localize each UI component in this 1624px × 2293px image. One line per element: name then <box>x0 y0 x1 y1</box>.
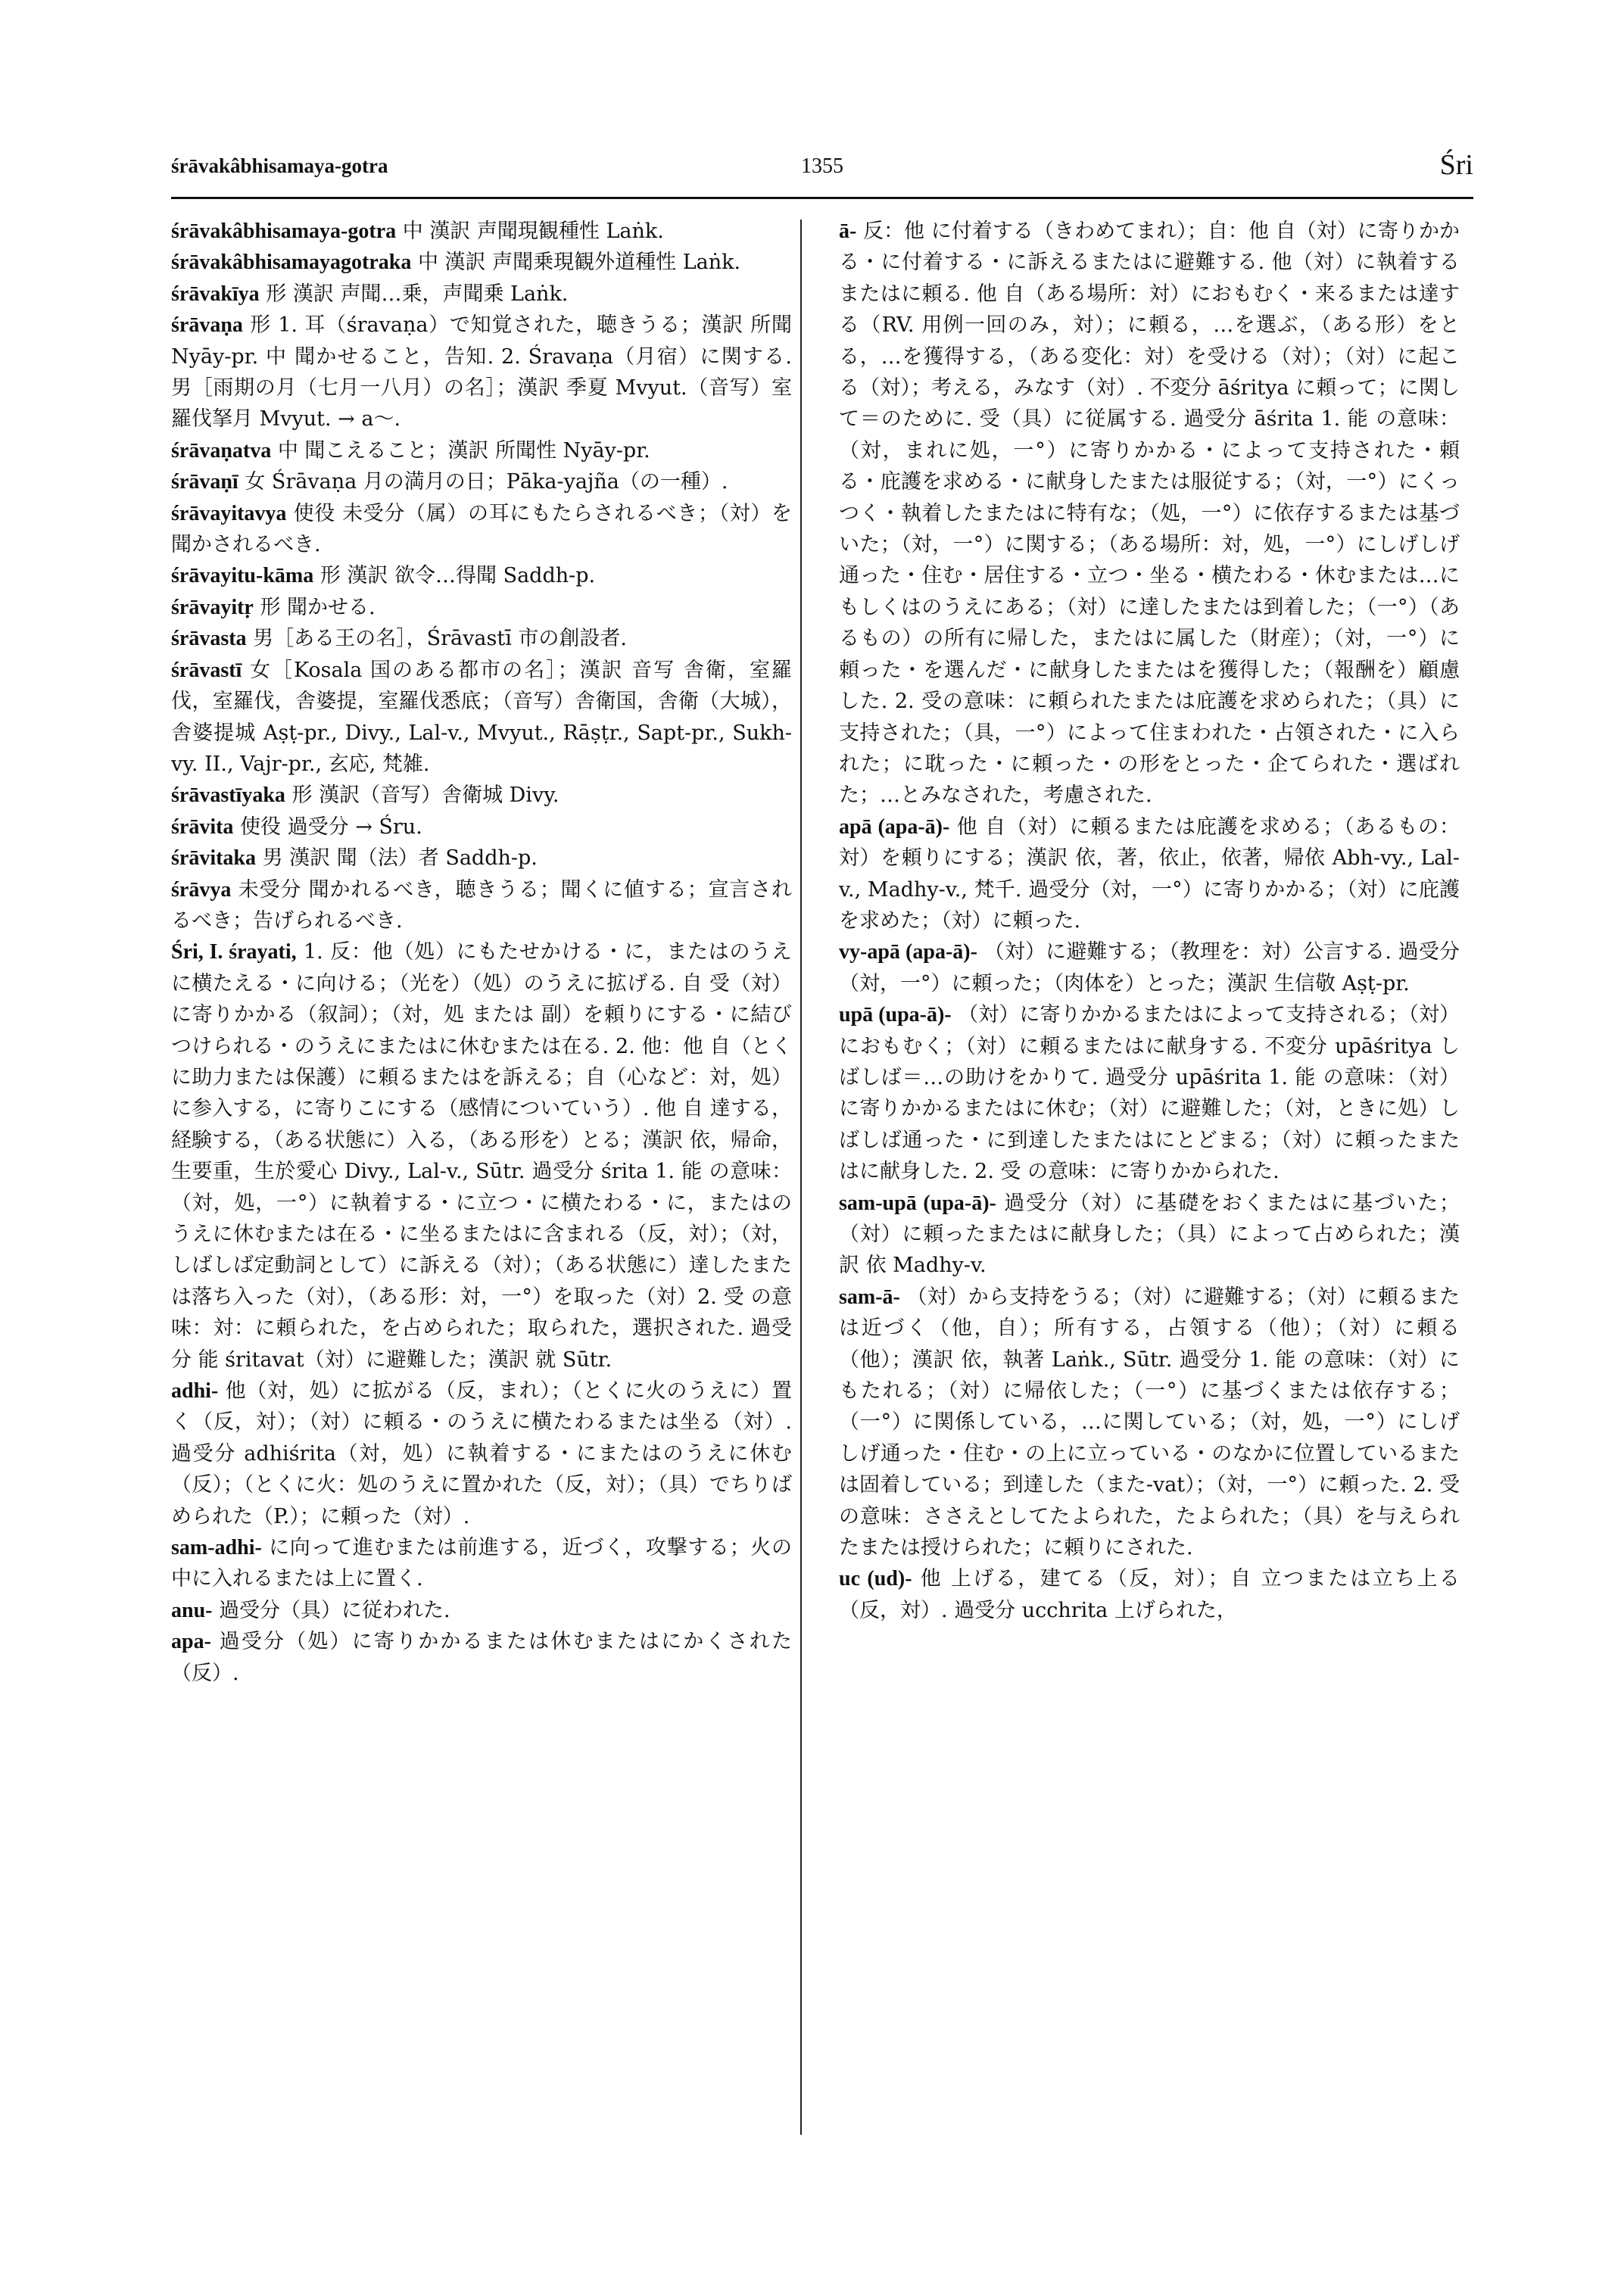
entry-gloss: 女［Kosala 国のある都市の名］；漢訳 音写 舎衛，室羅伐，室羅伐，舎婆提，室羅伐悉底；（音写）舎衛国，舎衛（大城），舎婆提城 Aṣṭ-pr., Divy., Lal-v., Mvyut., Rāṣṭr., Sapt-pr., Sukh-vy. II., Vajr-pr., 玄応, 梵雑. <box>171 658 792 776</box>
entry-gloss: 形 漢訳 欲令…得聞 Saddh-p. <box>320 564 596 588</box>
entry-gloss: 形 漢訳 声聞…乗，声聞乗 Laṅk. <box>266 282 569 306</box>
dictionary-entry <box>171 435 792 466</box>
entry-headword: apā (apa-ā)- <box>839 815 950 839</box>
entry-headword: ā- <box>839 220 857 243</box>
dictionary-entry <box>171 1532 792 1595</box>
entry-gloss: 他 自（対）に頼るまたは庇護を求める；（あるもの：対）を頼りにする；漢訳 依，著，依止，依著，帰依 Abh-vy., Lal-v., Madhy-v., 梵千. 過受分（対，一°）に寄りかかる；（対）に庇護を求めた；（対）に頼った. <box>839 815 1460 933</box>
entry-headword: sam-upā (upa-ā)- <box>839 1191 996 1215</box>
entry-headword: adhi- <box>171 1379 219 1404</box>
entry-headword: śrāvya <box>171 877 232 902</box>
column-divider <box>800 220 802 2135</box>
dictionary-entry <box>839 1282 1460 1564</box>
entry-gloss: 反：他 に付着する（きわめてまれ）；自：他 自（対）に寄りかかる・に付着する・に訴えるまたはに避難する. 他（対）に執着するまたはに頼る. 他 自（ある場所：対）におもむく・来るまたは達する（RV. 用例一回のみ，対）；に頼る，…を選ぶ，（ある形）をとる，…を獲得する，（ある変化：対）を受ける（対）；（対）に起こる（対）；考える，みなす（対）. 不変分 āśritya に頼って；に関して＝のために. 受（具）に従属する. 過受分 āśrita 1. 能 の意味：（対，まれに処，一°）に寄りかかる・によって支持された・頼る・庇護を求める・に献身したまたは服従する；（対，一°）にくっつく・執着したまたはに特有な；（処，一°）に依存するまたは基づいた；（対，一°）に関する；（ある場所：対，処，一°）にしげしげ通った・住む・居住する・立つ・坐る・横たわる・休むまたは…にもしくはのうえにある；（対）に達したまたは到着した；（一°）（あるもの）の所有に帰した，またはに属した（財産）；（対，一°）に頼った・を選んだ・に献身したまたはを獲得した；（報酬を）顧慮した. 2. 受の意味：に頼られたまたは庇護を求められた；（具）に支持された；（具，一°）によって住まわれた・占領された・に入られた；に耽った・に頼った・の形をとった・企てられた・選ばれた；…とみなされた，考慮された. <box>839 220 1460 808</box>
entry-headword: śrāvitaka <box>171 846 256 871</box>
entry-headword: śrāvayitṛ <box>171 595 254 619</box>
entry-gloss: 中 聞こえること；漢訳 所聞性 Nyāy-pr. <box>277 438 650 463</box>
dictionary-entry <box>171 498 792 561</box>
entry-headword: śrāvayitavya <box>171 501 287 525</box>
dictionary-entry <box>839 216 1460 812</box>
entry-gloss: 男 漢訳 聞（法）者 Saddh-p. <box>262 846 538 871</box>
entry-headword: upā (upa-ā)- <box>839 1003 952 1027</box>
dictionary-entry <box>171 592 792 623</box>
entry-gloss: 使役 未受分（属）の耳にもたらされるべき；（対）を聞かされるべき. <box>171 501 792 557</box>
entry-headword: anu- <box>171 1598 213 1622</box>
entry-gloss: 女 Śrāvaṇa 月の満月の日；Pāka-yajña（の一種）. <box>245 470 728 494</box>
entry-headword: śrāvaṇī <box>171 470 238 494</box>
entry-headword: śrāvastīyaka <box>171 784 285 808</box>
entry-headword: śrāvita <box>171 815 234 839</box>
entry-headword: śrāvakâbhisamayagotraka <box>171 251 412 275</box>
entry-gloss: に向って進むまたは前進する，近づく，攻撃する；火の中に入れるまたは上に置く. <box>171 1536 792 1591</box>
page-header <box>171 151 1473 199</box>
left-column <box>171 216 792 1689</box>
entry-gloss: 過受分（具）に従われた. <box>219 1598 450 1622</box>
dictionary-entry <box>171 812 792 843</box>
entry-gloss: 形 聞かせる. <box>260 595 376 619</box>
dictionary-entry <box>171 655 792 780</box>
dictionary-entry <box>171 936 792 1375</box>
dictionary-entry <box>171 247 792 278</box>
dictionary-entry <box>171 1375 792 1532</box>
entry-headword: śrāvakīya <box>171 282 260 306</box>
entry-headword: śrāvayitu-kāma <box>171 564 314 588</box>
entry-headword: sam-ā- <box>839 1285 900 1309</box>
entry-headword: apa- <box>171 1630 211 1654</box>
entry-gloss: （対）から支持をうる；（対）に避難する；（対）に頼るまたは近づく（他，自）；所有する，占領する（他）；（対）に頼る（他）；漢訳 依，執著 Laṅk., Sūtr. 過受分 1. 能 の意味：（対）にもたれる；（対）に帰依した；（一°）に基づくまたは依存する；（一°）に関係している，…に関している；（対，処，一°）にしげしげ通った・住む・の上に立っている・のなかに位置しているまたは固着している；到達した（また-vat）；（対，一°）に頼った. 2. 受 の意味：ささえとしてたよられた，たよられた；（具）を与えられたまたは授けられた；に頼りにされた. <box>839 1285 1460 1560</box>
entry-headword: sam-adhi- <box>171 1536 262 1560</box>
dictionary-entry <box>171 1595 792 1626</box>
dictionary-entry <box>171 279 792 310</box>
entry-gloss: 形 1. 耳（śravaṇa）で知覚された，聴きうる；漢訳 所聞 Nyāy-pr. 中 聞かせること，告知. 2. Śravaṇa（月宿）に関する. 男［雨期の月（七月一八月）の名］；漢訳 季夏 Mvyut.（音写）室羅伐拏月 Mvyut. → a～. <box>171 313 792 431</box>
entry-gloss: 形 漢訳（音写）舎衛城 Divy. <box>291 784 560 808</box>
running-head-right: Śri <box>1439 149 1473 181</box>
dictionary-entry <box>171 1626 792 1689</box>
dictionary-entry <box>171 780 792 811</box>
dictionary-entry <box>171 216 792 247</box>
entry-gloss: 未受分 聞かれるべき，聴きうる；聞くに値する；宣言されるべき；告げられるべき. <box>171 877 792 933</box>
entry-gloss: 他 上げる，建てる（反，対）；自 立つまたは立ち上る（反，対）. 過受分 ucchrita 上げられた， <box>839 1567 1460 1622</box>
entry-gloss: 中 漢訳 声聞現観種性 Laṅk. <box>402 220 664 243</box>
dictionary-entry <box>171 560 792 591</box>
entry-headword: śrāvastī <box>171 658 242 682</box>
entry-gloss: 1. 反：他（処）にもたせかける・に，またはのうえに横たえる・に向ける；（光を）（処）のうえに拡げる. 自 受（対）に寄りかかる（叙詞）；（対，処 または 副）を頼りにする・に結びつけられる・のうえにまたはに休むまたは在る. 2. 他：他 自（とくに助力または保護）に頼るまたはを訴える；自（心など：対，処）に参入する，に寄りこにする（感情についていう）. 他 自 達する，経験する，（ある状態に）入る，（ある形を）とる；漢訳 依，帰命，生要重，生於愛心 Divy., Lal-v., Sūtr. 過受分 śrita 1. 能 の意味：（対，処，一°）に執着する・に立つ・に横たわる・に，またはのうえに休むまたは在る・に坐るまたはに含まれる（反，対）；（対，しばしば定動詞として）に訴える（対）；（ある状態に）達したまたは落ち入った（対），（ある形：対，一°）を取った（対）2. 受 の意味：対：に頼られた，を占められた；取られた，選択された. 過受分 能 śritavat（対）に避難した；漢訳 就 Sūtr. <box>171 940 792 1372</box>
dictionary-entry <box>171 310 792 435</box>
entry-headword: śrāvaṇa <box>171 313 243 338</box>
entry-headword: uc (ud)- <box>839 1567 912 1591</box>
entry-gloss: 中 漢訳 声聞乗現観外道種性 Laṅk. <box>417 251 741 275</box>
entry-gloss: 使役 過受分 → Śru. <box>240 815 422 839</box>
entry-gloss: 過受分（対）に基礎をおくまたはに基づいた；（対）に頼ったまたはに献身した；（具）によって占められた；漢訳 依 Madhy-v. <box>839 1191 1460 1278</box>
entry-gloss: 男［ある王の名］，Śrāvastī 市の創設者. <box>253 627 627 651</box>
dictionary-entry <box>839 1188 1460 1282</box>
dictionary-entry <box>171 623 792 654</box>
entry-headword: vy-apā (apa-ā)- <box>839 940 977 964</box>
dictionary-entry <box>171 843 792 874</box>
entry-gloss: 他（対，処）に拡がる（反，まれ）；（とくに火のうえに）置く（反，対）；（対）に頼る・のうえに横たわるまたは坐る（対）. 過受分 adhiśrita（対，処）に執着する・にまたはのうえに休む（反）；（とくに火：処のうえに置かれた（反，対）；（具）でちりばめられた（P.）；に頼った（対）. <box>171 1379 792 1528</box>
dictionary-entry <box>171 874 792 937</box>
dictionary-entry <box>839 1563 1460 1626</box>
dictionary-entry <box>839 936 1460 999</box>
entry-headword: Śri, I. śrayati, <box>171 940 297 964</box>
right-column <box>839 216 1460 1626</box>
dictionary-entry <box>839 999 1460 1187</box>
entry-gloss: 過受分（処）に寄りかかるまたは休むまたはにかくされた（反）. <box>171 1630 792 1685</box>
page-number: 1355 <box>801 154 843 178</box>
entry-headword: śrāvakâbhisamaya-gotra <box>171 220 397 243</box>
entry-gloss: （対）に避難する；（教理を：対）公言する. 過受分（対，一°）に頼った；（肉体を）とった；漢訳 生信敬 Aṣṭ-pr. <box>839 940 1460 995</box>
dictionary-entry <box>171 466 792 497</box>
entry-headword: śrāvaṇatva <box>171 438 272 463</box>
running-head-left: śrāvakâbhisamaya-gotra <box>171 154 388 177</box>
dictionary-entry <box>839 812 1460 937</box>
entry-headword: śrāvasta <box>171 627 247 651</box>
entry-gloss: （対）に寄りかかるまたはによって支持される；（対）におもむく；（対）に頼るまたはに献身する. 不変分 upāśritya しばしば＝…の助けをかりて. 過受分 upāśrita 1. 能 の意味：（対）に寄りかかるまたはに休む；（対）に避難した；（対，ときに処）しばしば通った・に到達したまたはにとどまる；（対）に頼ったまたはに献身した. 2. 受 の意味：に寄りかかられた. <box>839 1003 1460 1184</box>
